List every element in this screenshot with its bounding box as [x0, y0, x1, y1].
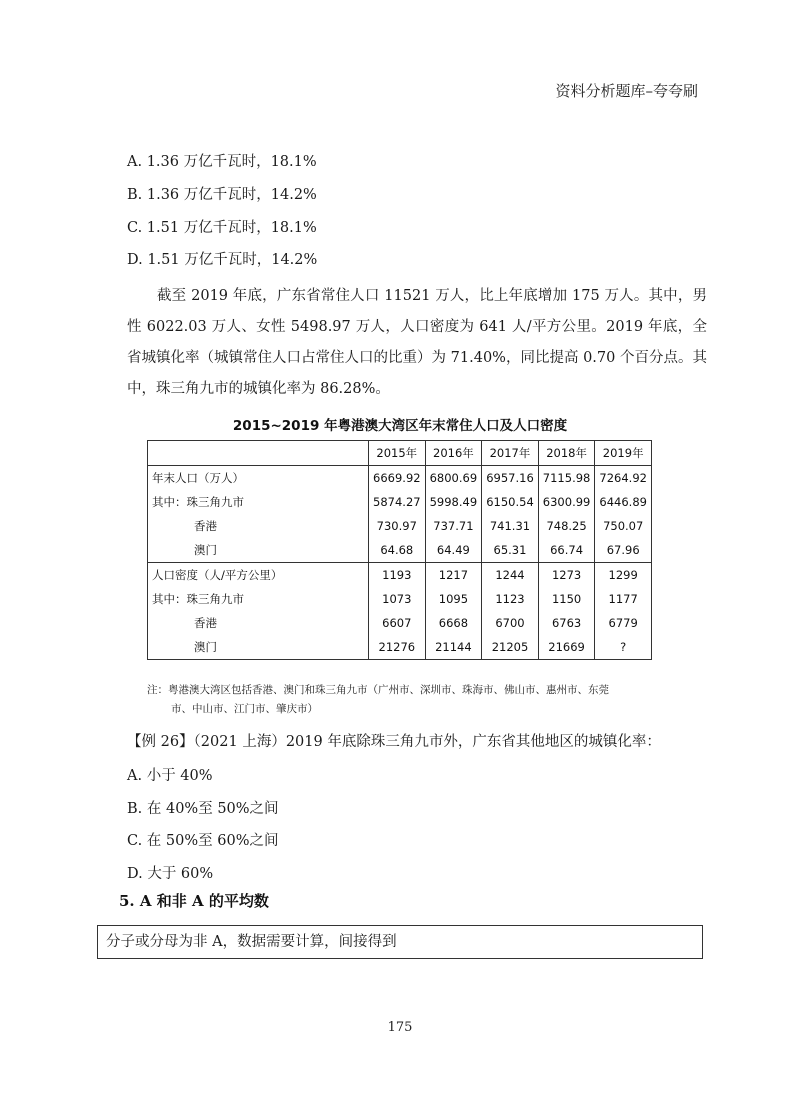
question-option-c: C. 在 50%至 60%之间	[127, 833, 279, 849]
option-c: C. 1.51 万亿千瓦时，18.1%	[127, 220, 317, 236]
option-a: A. 1.36 万亿千瓦时，18.1%	[127, 154, 317, 170]
table-cell: 1177	[595, 587, 652, 611]
table-cell: 64.49	[425, 538, 482, 563]
section-heading: 5. A 和非 A 的平均数	[119, 892, 269, 910]
table-cell: 7264.92	[595, 466, 652, 491]
table-cell: 1123	[482, 587, 539, 611]
table-cell: 67.96	[595, 538, 652, 563]
row-label: 人口密度（人/平方公里）	[148, 563, 369, 588]
table-cell: 6446.89	[595, 490, 652, 514]
table-cell: 741.31	[482, 514, 539, 538]
question-option-d: D. 大于 60%	[127, 866, 214, 882]
row-label: 香港	[148, 611, 369, 635]
table-cell: 6763	[538, 611, 595, 635]
page-header: 资料分析题库–夸夸刷	[555, 82, 698, 100]
table-cell: 5998.49	[425, 490, 482, 514]
table-cell: 730.97	[369, 514, 426, 538]
table-cell: 1217	[425, 563, 482, 588]
table-cell: 6300.99	[538, 490, 595, 514]
table-header-row	[148, 441, 652, 466]
question-stem: 【例 26】（2021 上海）2019 年底除珠三角九市外，广东省其他地区的城镇化率：	[127, 734, 661, 750]
table-cell: 1273	[538, 563, 595, 588]
row-label: 澳门	[148, 538, 369, 563]
table-cell: 1244	[482, 563, 539, 588]
table-row	[148, 611, 652, 635]
table-cell: 1073	[369, 587, 426, 611]
table-row	[148, 514, 652, 538]
table-row	[148, 587, 652, 611]
row-label: 澳门	[148, 635, 369, 660]
table-cell: 21205	[482, 635, 539, 660]
table-cell: 737.71	[425, 514, 482, 538]
table-cell: 1299	[595, 563, 652, 588]
table-cell: 6150.54	[482, 490, 539, 514]
table-title: 2015~2019 年粤港澳大湾区年末常住人口及人口密度	[232, 418, 568, 434]
header-cell: 2016年	[425, 441, 482, 466]
table-row	[148, 466, 652, 491]
table-row	[148, 538, 652, 563]
table-cell: 66.74	[538, 538, 595, 563]
question-option-a: A. 小于 40%	[127, 768, 213, 784]
row-label: 其中：珠三角九市	[148, 587, 369, 611]
table-cell: 6668	[425, 611, 482, 635]
header-cell: 2019年	[595, 441, 652, 466]
table-note-line: 市、中山市、江门市、肇庆市）	[171, 703, 318, 715]
summary-box: 分子或分母为非 A，数据需要计算，间接得到	[97, 925, 703, 959]
table-row	[148, 635, 652, 660]
row-label: 其中：珠三角九市	[148, 490, 369, 514]
table-note-line: 注：粤港澳大湾区包括香港、澳门和珠三角九市（广州市、深圳市、珠海市、佛山市、惠州市、东莞	[147, 684, 609, 696]
table-row	[148, 490, 652, 514]
table-cell: 748.25	[538, 514, 595, 538]
question-option-b: B. 在 40%至 50%之间	[127, 801, 279, 817]
header-cell	[148, 441, 369, 466]
option-d: D. 1.51 万亿千瓦时，14.2%	[127, 252, 318, 268]
table-cell: 5874.27	[369, 490, 426, 514]
table-cell: 64.68	[369, 538, 426, 563]
table-cell: 21669	[538, 635, 595, 660]
table-cell: 7115.98	[538, 466, 595, 491]
table-cell: 21144	[425, 635, 482, 660]
header-cell: 2018年	[538, 441, 595, 466]
table-cell: 750.07	[595, 514, 652, 538]
table-cell: 21276	[369, 635, 426, 660]
page-number: 175	[387, 1020, 413, 1035]
table-row	[148, 563, 652, 588]
row-label: 年末人口（万人）	[148, 466, 369, 491]
table-cell: 1150	[538, 587, 595, 611]
option-b: B. 1.36 万亿千瓦时，14.2%	[127, 187, 317, 203]
table-cell: 1193	[369, 563, 426, 588]
material-paragraph: 截至 2019 年底，广东省常住人口 11521 万人，比上年底增加 175 万人。其中，男性 6022.03 万人、女性 5498.97 万人，人口密度为 641 人/平方公里。2019 年底，全省城镇化率（城镇常住人口占常住人口的比重）为 71.40%，同比提高 0.70 个百分点。其中，珠三角九市的城镇化率为 86.28%。	[127, 288, 707, 397]
table-cell: 6957.16	[482, 466, 539, 491]
table-cell: 6700	[482, 611, 539, 635]
header-cell: 2015年	[369, 441, 426, 466]
table-note	[147, 681, 647, 719]
population-table	[147, 440, 652, 660]
table-cell: ?	[595, 635, 652, 660]
table-cell: 1095	[425, 587, 482, 611]
table-cell: 6800.69	[425, 466, 482, 491]
table-cell: 6669.92	[369, 466, 426, 491]
header-cell: 2017年	[482, 441, 539, 466]
table-cell: 6779	[595, 611, 652, 635]
table-cell: 65.31	[482, 538, 539, 563]
table-cell: 6607	[369, 611, 426, 635]
row-label: 香港	[148, 514, 369, 538]
